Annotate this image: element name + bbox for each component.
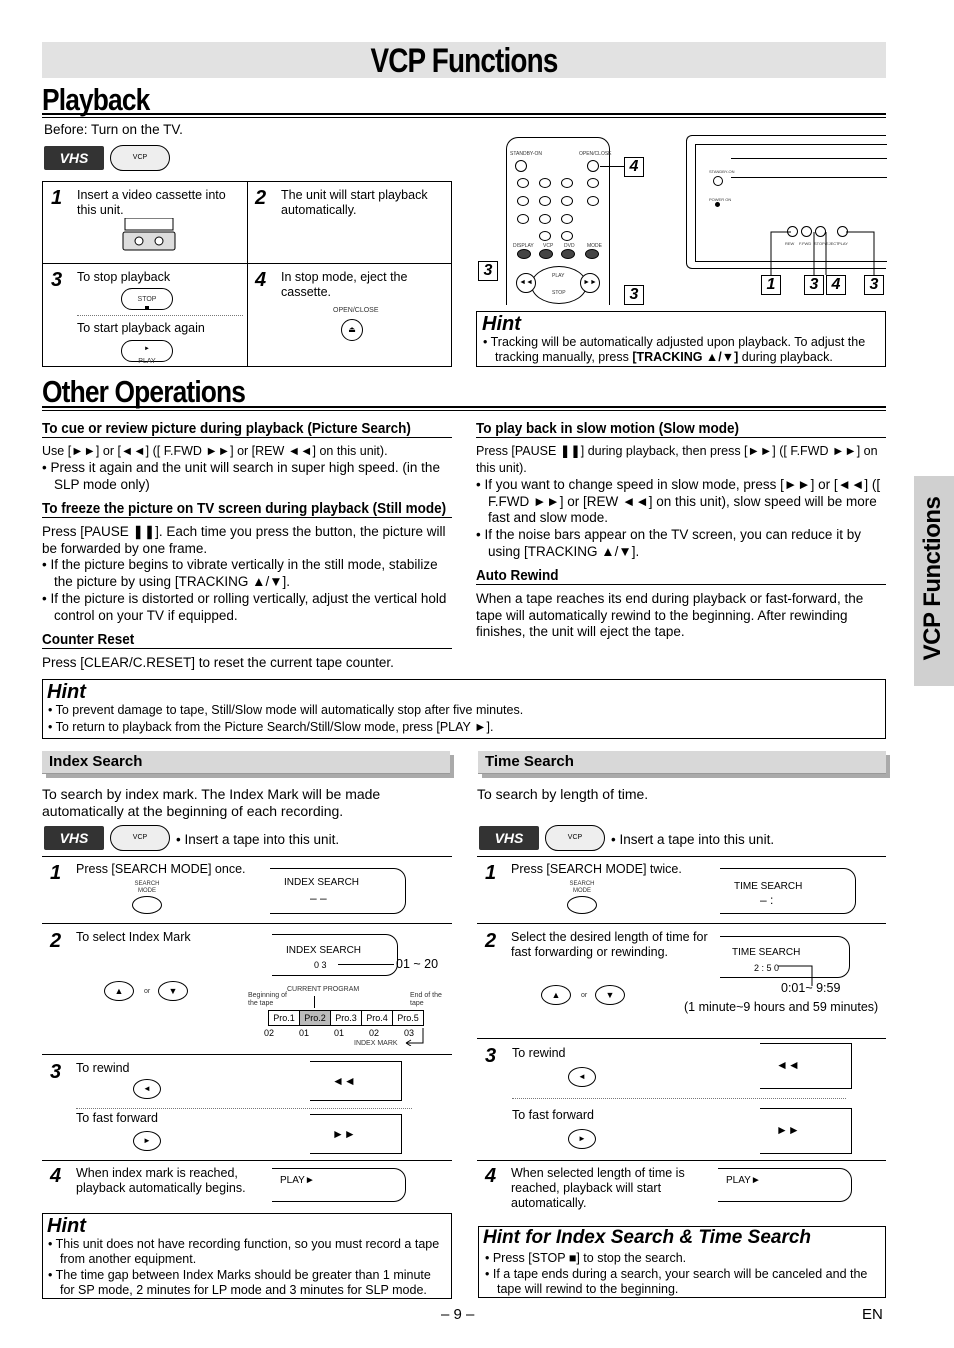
step-number: 4 xyxy=(255,269,267,291)
stop-button[interactable]: STOP xyxy=(121,288,173,310)
remote-openclose-label: OPEN/CLOSE xyxy=(579,151,612,157)
end-label: End of the tape xyxy=(410,992,442,1007)
hint-text: • To prevent damage to tape, Still/Slow mode will automatically stop after five minutes. xyxy=(48,703,524,717)
vhs-logo: VHS xyxy=(44,826,104,850)
play-display: PLAY► xyxy=(718,1168,852,1202)
step-number: 2 xyxy=(485,930,497,952)
up-button[interactable]: ▲ xyxy=(104,981,134,1001)
remote-stop-label: STOP xyxy=(552,290,566,296)
remote-display-button[interactable] xyxy=(517,249,531,259)
hint-box-playback xyxy=(476,311,886,367)
rewind-display: ◄◄ xyxy=(760,1043,852,1089)
callout: 3 xyxy=(864,275,884,295)
remote-digit-button[interactable] xyxy=(561,214,573,224)
eject-button[interactable]: ⏏ xyxy=(341,319,363,341)
index-step2-text: To select Index Mark xyxy=(76,930,191,944)
remote-digit-button[interactable] xyxy=(517,196,529,206)
program-cell-current: Pro.2 xyxy=(300,1011,331,1025)
program-cell: Pro.3 xyxy=(331,1011,362,1025)
index-intro: To search by index mark. The Index Mark will be made automatically at the beginning of each recording. xyxy=(42,786,381,819)
remote-display-label: DISPLAY xyxy=(513,243,534,249)
unit-standby-label: STANDBY-ON xyxy=(709,169,735,174)
ffwd-text: To fast forward xyxy=(76,1111,158,1125)
unit-power-button[interactable] xyxy=(713,176,723,186)
step-text-2: To start playback again xyxy=(77,321,205,335)
step-number: 1 xyxy=(485,862,497,884)
time-intro: To search by length of time. xyxy=(477,786,649,802)
index-mark-label: INDEX MARK xyxy=(354,1040,398,1047)
remote-dvd-label: DVD xyxy=(564,243,575,249)
time-search-bar xyxy=(478,751,886,774)
cue-title: To cue or review picture during playback (Picture Search) xyxy=(42,420,411,437)
hint-text: • The time gap between Index Marks should be greater than 1 minute for SP mode, 2 minutes for LP mode and 3 minutes for SLP mode. xyxy=(48,1268,431,1297)
remote-play-label: PLAY xyxy=(552,273,565,279)
ffwd-display: ►► xyxy=(310,1114,402,1154)
remote-digit-button[interactable] xyxy=(517,214,529,224)
step-text: The unit will start playback automatically. xyxy=(281,188,428,217)
rewind-display: ◄◄ xyxy=(310,1061,402,1101)
search-mode-label: SEARCH MODE xyxy=(569,881,595,894)
time-step4-text: When selected length of time is reached, playback will start automatically. xyxy=(511,1166,685,1210)
counter-title: Counter Reset xyxy=(42,631,135,648)
hint-title: Hint for Index Search & Time Search xyxy=(483,1227,812,1248)
down-button[interactable]: ▼ xyxy=(158,981,188,1001)
slow-bullet: • If the noise bars appear on the TV screen, you can reduce it by using [TRACKING ▲/▼]. xyxy=(476,527,861,559)
step-number: 1 xyxy=(51,187,63,209)
hint-title: Hint xyxy=(47,681,86,703)
other-rule xyxy=(42,406,886,411)
step-number: 4 xyxy=(50,1165,62,1187)
or-label: or xyxy=(581,992,588,999)
remote-digit-button[interactable] xyxy=(539,214,551,224)
beginning-label: Beginning of the tape xyxy=(248,992,287,1007)
callout: 3 xyxy=(804,275,824,295)
playback-steps xyxy=(42,181,452,367)
step-number: 1 xyxy=(50,862,62,884)
up-button[interactable]: ▲ xyxy=(541,985,571,1005)
remote-vcp-button[interactable] xyxy=(539,249,553,259)
step-text: To stop playback xyxy=(77,270,171,284)
other-heading: Other Operations xyxy=(42,374,246,409)
program-cell: Pro.5 xyxy=(397,1013,419,1023)
play-button[interactable]: ► PLAY xyxy=(121,340,173,362)
page-title: VCP Functions xyxy=(370,42,558,80)
or-label: or xyxy=(144,988,151,995)
index-display-2: INDEX SEARCH 0 3 xyxy=(272,934,398,976)
ffwd-text: To fast forward xyxy=(512,1108,594,1122)
unit-rew-label: REW xyxy=(785,241,795,246)
vcp-logo: VCP xyxy=(110,145,170,171)
side-tab-label: VCP Functions xyxy=(919,496,946,661)
vhs-logo: VHS xyxy=(479,826,539,850)
slow-title: To play back in slow motion (Slow mode) xyxy=(476,420,740,437)
index-step1-text: Press [SEARCH MODE] once. xyxy=(76,862,246,876)
hint-box-search xyxy=(478,1226,886,1298)
auto-text: When a tape reaches its end during playback or fast-forward, the tape will automatically rewind to the beginning. After rewinding finishes, the unit will eject the tape. xyxy=(476,591,864,639)
program-cell: Pro.4 xyxy=(362,1011,393,1025)
hint-box-index xyxy=(42,1213,452,1299)
still-bullet: • If the picture is distorted or rolling vertically, adjust the vertical hold control on your TV if equipped. xyxy=(42,591,447,623)
still-title: To freeze the picture on TV screen during playback (Still mode) xyxy=(42,500,447,517)
time-step1-text: Press [SEARCH MODE] twice. xyxy=(511,862,682,876)
remote-digit-button[interactable] xyxy=(561,178,573,188)
hint-title: Hint xyxy=(47,1215,86,1237)
side-tab xyxy=(914,476,954,686)
remote-digit-button[interactable] xyxy=(561,196,573,206)
slow-text: Press [PAUSE ❚❚] during playback, then press [►►] ([ F.FWD ►►] on this unit). xyxy=(476,444,878,475)
playback-rule xyxy=(42,113,886,118)
search-mode-button[interactable] xyxy=(567,896,597,914)
remote-rew-button[interactable]: ◄◄ xyxy=(516,273,536,293)
hint-title: Hint xyxy=(482,313,521,335)
step-number: 3 xyxy=(51,269,63,291)
vhs-logo: VHS xyxy=(44,146,104,170)
language-label: EN xyxy=(862,1306,883,1323)
remote-digit-button[interactable] xyxy=(539,196,551,206)
vcp-logo: VCP xyxy=(545,825,605,851)
rewind-text: To rewind xyxy=(76,1061,130,1075)
time-step2-text: Select the desired length of time for fast forwarding or rewinding. xyxy=(511,930,708,959)
unit-play-label: PLAY xyxy=(838,241,848,246)
callout: 4 xyxy=(624,157,644,177)
cue-text: Use [►►] or [◄◄] ([ F.FWD ►►] or [REW ◄◄] on this unit). xyxy=(42,444,388,458)
index-step4-text: When index mark is reached, playback automatically begins. xyxy=(76,1166,246,1195)
callout: 3 xyxy=(624,285,644,305)
insert-tape-text: • Insert a tape into this unit. xyxy=(176,832,340,847)
callout: 4 xyxy=(826,275,846,295)
callout-lines xyxy=(760,228,886,276)
remote-power-button[interactable] xyxy=(515,160,527,172)
index-range: 01 ~ 20 xyxy=(396,957,439,971)
time-range: 0:01~ 9:59 xyxy=(781,981,841,995)
cue-bullet: • Press it again and the unit will search in super high speed. (in the SLP mode only) xyxy=(42,460,440,492)
rewind-button[interactable]: ◄ xyxy=(133,1079,161,1099)
program-cell: Pro.1 xyxy=(269,1011,300,1025)
unit-ffwd-label: F.FWD xyxy=(799,241,812,246)
callout: 3 xyxy=(478,261,498,281)
remote-ffwd-button[interactable]: ►► xyxy=(580,273,600,293)
callout: 1 xyxy=(761,275,781,295)
unit-stop-label: STOP/EJECT xyxy=(814,241,839,246)
remote-tracking-down[interactable] xyxy=(587,196,599,206)
hint-text: • If a tape ends during a search, your search will be canceled and the tape will rewind to the beginning. xyxy=(485,1267,868,1296)
step-number: 4 xyxy=(485,1165,497,1187)
current-program-label: CURRENT PROGRAM xyxy=(287,986,360,993)
remote-eject-button[interactable] xyxy=(587,160,599,172)
ffwd-display: ►► xyxy=(760,1108,852,1154)
playback-heading: Playback xyxy=(42,82,150,117)
step-text: Insert a video cassette into this unit. xyxy=(77,188,226,217)
program-strip xyxy=(268,1010,424,1026)
hint-box-other xyxy=(42,679,886,739)
remote-mode-button[interactable] xyxy=(585,249,599,259)
step-number: 3 xyxy=(485,1045,497,1067)
open-close-label: OPEN/CLOSE xyxy=(333,307,379,314)
unit-led xyxy=(715,202,720,207)
time-display-2: TIME SEARCH 2 : 5 0 xyxy=(720,936,850,978)
index-search-bar xyxy=(42,751,450,774)
hint-text: • This unit does not have recording function, so you must record a tape from another equipment. xyxy=(48,1237,440,1266)
auto-title: Auto Rewind xyxy=(476,567,559,584)
before-text: Before: Turn on the TV. xyxy=(44,122,183,137)
search-mode-button[interactable] xyxy=(132,896,162,914)
down-button[interactable]: ▼ xyxy=(595,985,625,1005)
still-bullet: • If the picture begins to vibrate vertically in the still mode, stabilize the picture by using [TRACKING ▲/▼]. xyxy=(42,557,438,589)
hint-text: • Tracking will be automatically adjusted upon playback. To adjust the tracking manually, press [TRACKING ▲/▼] during playback. xyxy=(483,335,866,364)
remote-digit-button[interactable] xyxy=(561,231,573,241)
slow-bullet: • If you want to change speed in slow mode, press [►►] or [◄◄] ([ F.FWD ►►] or [REW ◄◄] on this unit), slow speed will be more fast and slow mode. xyxy=(476,477,881,525)
rewind-button[interactable]: ◄ xyxy=(568,1067,596,1087)
step-text: In stop mode, eject the cassette. xyxy=(281,270,408,299)
step-number: 3 xyxy=(50,1061,62,1083)
play-display: PLAY► xyxy=(272,1168,406,1202)
callout-line xyxy=(600,166,624,167)
remote-digit-button[interactable] xyxy=(539,178,551,188)
page-title-bar xyxy=(42,42,886,78)
time-range-note: (1 minute~9 hours and 59 minutes) xyxy=(684,1000,879,1014)
remote-standby-label: STANDBY-ON xyxy=(510,151,542,157)
unit-power-label: POWER ON xyxy=(709,197,732,202)
hint-text: • Press [STOP ■] to stop the search. xyxy=(485,1251,687,1265)
hint-text: • To return to playback from the Picture Search/Still/Slow mode, press [PLAY ►]. xyxy=(48,720,494,734)
cassette-icon xyxy=(121,218,177,254)
remote-dvd-button[interactable] xyxy=(561,249,575,259)
time-display-1: TIME SEARCH – : xyxy=(720,868,856,914)
counter-text: Press [CLEAR/C.RESET] to reset the current tape counter. xyxy=(42,655,394,670)
index-display-1: INDEX SEARCH – – xyxy=(270,868,406,914)
page-number: – 9 – xyxy=(441,1306,475,1323)
remote-digit-button[interactable] xyxy=(517,178,529,188)
index-search-title: Index Search xyxy=(49,753,143,770)
step-number: 2 xyxy=(50,930,62,952)
still-text: Press [PAUSE ❚❚]. Each time you press the button, the picture will be forwarded by one frame. xyxy=(42,524,446,556)
index-mark-numbers: 02 01 01 02 03 xyxy=(264,1028,414,1038)
vcp-logo: VCP xyxy=(110,825,170,851)
remote-digit-button[interactable] xyxy=(539,231,551,241)
step-number: 2 xyxy=(255,187,267,209)
remote-vcp-label: VCP xyxy=(543,243,554,249)
remote-mode-label: MODE xyxy=(587,243,602,249)
time-search-title: Time Search xyxy=(485,753,574,770)
ffwd-button[interactable]: ► xyxy=(133,1131,161,1151)
search-mode-label: SEARCH MODE xyxy=(134,881,160,894)
rewind-text: To rewind xyxy=(512,1046,566,1060)
remote-tracking-up[interactable] xyxy=(587,178,599,188)
insert-tape-text: • Insert a tape into this unit. xyxy=(611,832,775,847)
ffwd-button[interactable]: ► xyxy=(568,1129,596,1149)
